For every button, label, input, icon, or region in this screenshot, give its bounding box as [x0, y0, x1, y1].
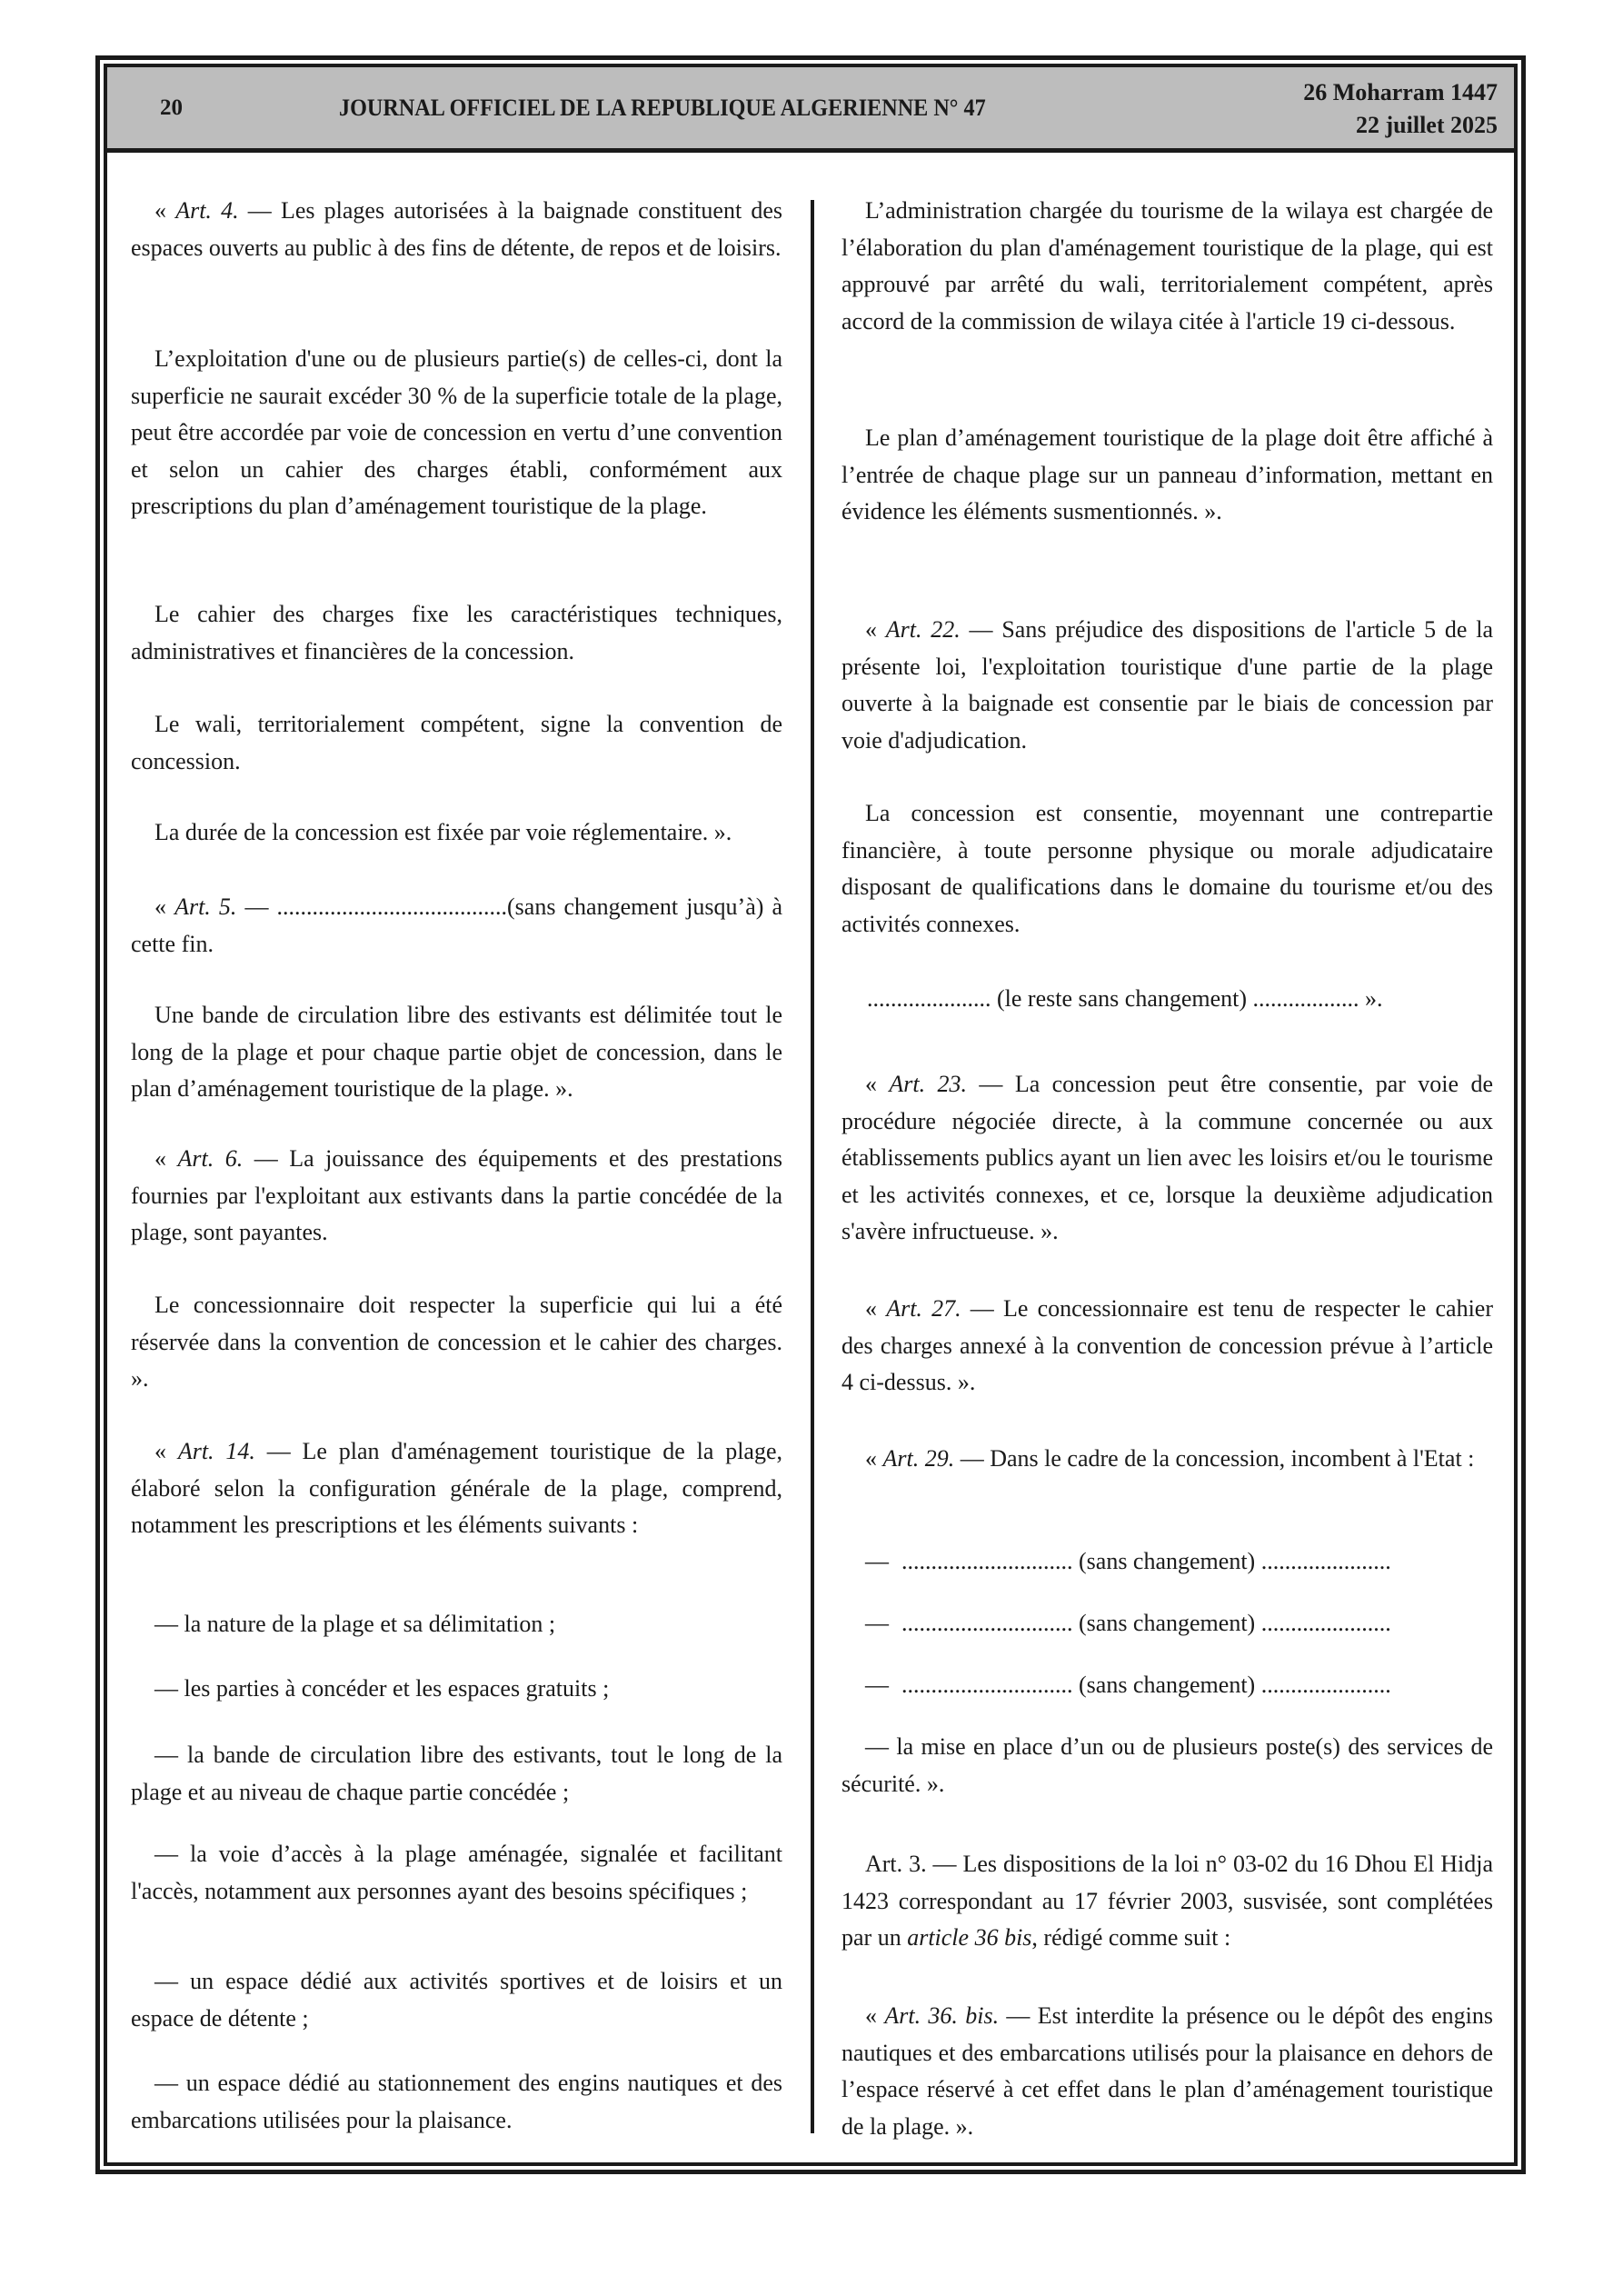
list-item: — la bande de circulation libre des estivants, tout le long de la plage et au niveau de chaque partie concédée ;	[131, 1742, 782, 1805]
page-number: 20	[160, 95, 183, 120]
paragraph-text: Art. 3. — Les dispositions de la loi n° 03-02 du 16 Dhou El Hidja 1423 correspondant au 17 février 2003, susvisée, sont complétées par un	[841, 1851, 1493, 1952]
article-29	[841, 1441, 1493, 1478]
article-5	[131, 889, 782, 963]
paragraph-text: — La jouissance des équipements et des prestations fournies par l'exploitant aux estivants dans la partie concédée de la plage, sont payantes.	[131, 1145, 782, 1246]
paragraph: L’exploitation d'une ou de plusieurs partie(s) de celles-ci, dont la superficie ne saurait excéder 30 % de la superficie totale de la plage, peut être accordée par voie de concession en vertu d’une convention et selon un cahier des charges établi, conformément aux prescriptions du plan d’aménagement touristique de la plage.	[131, 345, 782, 520]
article-27	[841, 1291, 1493, 1402]
article-number: Art. 6.	[177, 1145, 244, 1172]
article-reference: article 36 bis	[907, 1924, 1032, 1952]
paragraph: L’administration chargée du tourisme de la wilaya est chargée de l’élaboration du plan d'aménagement touristique de la plage, qui est approuvé par arrêté du wali, territorialement compétent, après accord de la commission de wilaya citée à l'article 19 ci-dessous.	[841, 197, 1493, 334]
journal-title: JOURNAL OFFICIEL DE LA REPUBLIQUE ALGERIENNE N° 47	[339, 95, 986, 121]
article-number: Art. 36. bis.	[884, 2002, 1000, 2029]
quote-open: «	[865, 616, 886, 643]
article-14	[131, 1433, 782, 1544]
list-item: — un espace dédié aux activités sportives et de loisirs et un espace de détente ;	[131, 1968, 782, 2031]
quote-open: «	[154, 893, 175, 920]
paragraph-text: , rédigé comme suit :	[1031, 1924, 1231, 1952]
item-text: ............................. (sans changement) ......................	[901, 1548, 1391, 1574]
article-number: Art. 23.	[889, 1071, 968, 1097]
dash: —	[865, 1610, 889, 1636]
paragraph: Le cahier des charges fixe les caractéristiques techniques, administratives et financières de la concession.	[131, 601, 782, 664]
journal-header	[107, 67, 1514, 153]
article-23	[841, 1066, 1493, 1251]
item-text: ............................. (sans changement) ......................	[901, 1610, 1391, 1636]
paragraph-text: — Le plan d'aménagement touristique de la plage, élaboré selon la configuration générale de la plage, comprend, notamment les prescriptions et les éléments suivants :	[131, 1438, 782, 1539]
unchanged-item	[865, 1542, 1391, 1580]
paragraph-text: — Est interdite la présence ou le dépôt des engins nautiques et des embarcations utilisés pour la plaisance en dehors de l’espace réservé à cet effet dans le plan d’aménagement touristique de la plage. ».	[841, 2002, 1494, 2140]
list-item: — la voie d’accès à la plage aménagée, signalée et facilitant l'accès, notamment aux personnes ayant des besoins spécifiques ;	[131, 1841, 782, 1904]
paragraph: La concession est consentie, moyennant une contrepartie financière, à toute personne physique ou morale adjudicataire disposant de qualifications dans le domaine du tourisme et/ou des activités connexes.	[841, 800, 1493, 937]
paragraph: La durée de la concession est fixée par voie réglementaire. ».	[154, 819, 732, 845]
paragraph: Le concessionnaire doit respecter la superficie qui lui a été réservée dans la convention de concession et le cahier des charges. ».	[131, 1292, 782, 1393]
article-number: Art. 27.	[886, 1295, 961, 1322]
quote-open: «	[154, 197, 176, 224]
paragraph: Le wali, territorialement compétent, signe la convention de concession.	[131, 711, 782, 774]
quote-open: «	[865, 1445, 883, 1472]
quote-open: «	[865, 1295, 887, 1322]
article-4	[131, 193, 782, 266]
article-22	[841, 612, 1493, 759]
paragraph-text: — .......................................(sans changement jusqu’à) à cette fin.	[131, 893, 783, 957]
quote-open: «	[154, 1145, 178, 1172]
unchanged-remainder: ..................... (le reste sans changement) .................. ».	[867, 985, 1383, 1012]
article-number: Art. 14.	[177, 1438, 255, 1464]
paragraph-text: — Le concessionnaire est tenu de respecter le cahier des charges annexé à la convention de concession prévue à l’article 4 ci-dessus. ».	[841, 1295, 1494, 1396]
dash: —	[865, 1548, 889, 1574]
article-number: Art. 5.	[174, 893, 237, 920]
unchanged-item	[865, 1604, 1391, 1642]
list-item: — la mise en place d’un ou de plusieurs poste(s) des services de sécurité. ».	[841, 1733, 1493, 1797]
dash: —	[865, 1672, 889, 1698]
article-3	[841, 1846, 1493, 1957]
paragraph: Une bande de circulation libre des estivants est délimitée tout le long de la plage et pour chaque partie objet de concession, dans le plan d’aménagement touristique de la plage. ».	[131, 1002, 782, 1103]
list-item: — les parties à concéder et les espaces gratuits ;	[154, 1675, 610, 1702]
paragraph-text: — Les plages autorisées à la baignade constituent des espaces ouverts au public à des fins de détente, de repos et de loisirs.	[131, 197, 783, 261]
article-6	[131, 1141, 782, 1252]
paragraph-text: — Sans préjudice des dispositions de l'article 5 de la présente loi, l'exploitation touristique d'une partie de la plage ouverte à la baignade est consentie par le biais de concession par voie d'adjudication.	[841, 616, 1493, 754]
column-separator	[811, 200, 814, 2133]
issue-date	[1303, 76, 1498, 142]
list-item: — la nature de la plage et sa délimitation ;	[154, 1611, 556, 1637]
article-36-bis	[841, 1998, 1493, 2145]
article-number: Art. 4.	[175, 197, 239, 224]
item-text: ............................. (sans changement) ......................	[901, 1672, 1391, 1698]
quote-open: «	[865, 2002, 885, 2029]
paragraph-text: — Dans le cadre de la concession, incombent à l'Etat :	[954, 1445, 1475, 1472]
article-number: Art. 29.	[882, 1445, 955, 1472]
list-item: — un espace dédié au stationnement des engins nautiques et des embarcations utilisées pour la plaisance.	[131, 2070, 782, 2133]
quote-open: «	[865, 1071, 890, 1097]
unchanged-item	[865, 1666, 1391, 1703]
article-number: Art. 22.	[885, 616, 961, 643]
date-gregorian: 22 juillet 2025	[1356, 112, 1498, 138]
date-hijri: 26 Moharram 1447	[1303, 79, 1498, 105]
quote-open: «	[154, 1438, 178, 1464]
paragraph: Le plan d’aménagement touristique de la plage doit être affiché à l’entrée de chaque plage sur un panneau d’information, mettant en évidence les éléments susmentionnés. ».	[841, 424, 1493, 525]
paragraph-text: — La concession peut être consentie, par voie de procédure négociée directe, à la commune concernée ou aux établissements publics ayant un lien avec les loisirs et/ou le tourisme et les activités connexes, et ce, lorsque la deuxième adjudication s'avère infructueuse. ».	[841, 1071, 1494, 1245]
